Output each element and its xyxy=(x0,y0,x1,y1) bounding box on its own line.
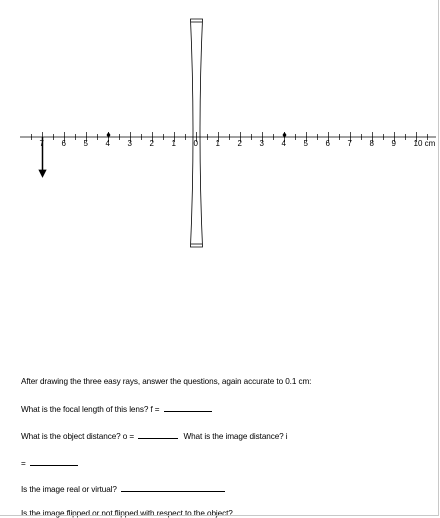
question-image-distance-text: What is the image distance? i xyxy=(183,432,288,441)
tick-label: 0 xyxy=(193,139,198,148)
tick-label: 8 xyxy=(369,139,374,148)
tick-label: 6 xyxy=(61,139,66,148)
question-focal-length-text: What is the focal length of this lens? f = xyxy=(21,405,160,414)
question-object-distance-text: What is the object distance? o = xyxy=(21,432,135,441)
tick-label: 4 xyxy=(105,139,110,148)
tick-label: 7 xyxy=(39,139,44,148)
tick-label: 4 xyxy=(281,139,286,148)
question-real-virtual-text: Is the image real or virtual? xyxy=(21,485,117,494)
tick-label: 5 xyxy=(303,139,308,148)
tick-label: 9 xyxy=(391,139,396,148)
tick-label: 6 xyxy=(325,139,330,148)
tick-label: 10 cm xyxy=(413,139,436,148)
tick-label: 2 xyxy=(149,139,154,148)
tick-label: 1 xyxy=(171,139,176,148)
tick-label: 2 xyxy=(237,139,242,148)
tick-label: 3 xyxy=(127,139,132,148)
tick-label: 7 xyxy=(347,139,352,148)
instructions-intro: After drawing the three easy rays, answer the questions, again accurate to 0.1 cm: xyxy=(21,377,312,386)
tick-label: 3 xyxy=(259,139,264,148)
question-flipped-text: Is the image flipped or not flipped with respect to the object? xyxy=(21,509,233,518)
tick-label: 5 xyxy=(83,139,88,148)
question-image-distance-equals: = xyxy=(21,459,26,468)
tick-label: 1 xyxy=(215,139,220,148)
